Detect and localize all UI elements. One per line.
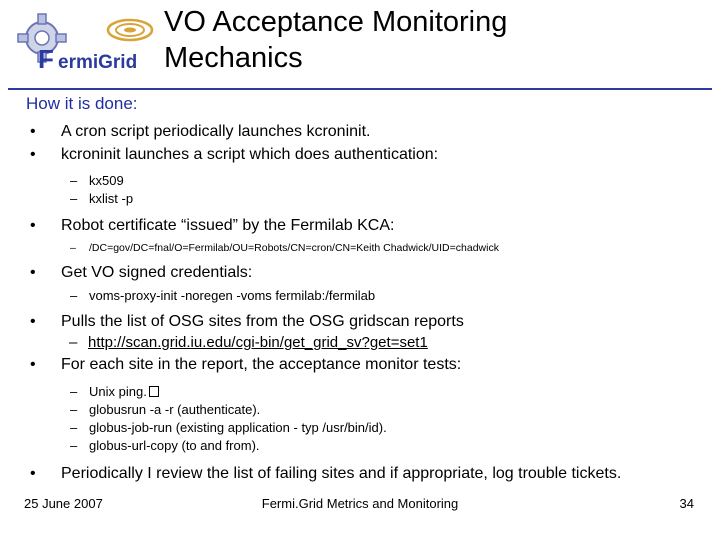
dash-icon: – [69, 334, 78, 351]
sub-item [26, 172, 716, 190]
sub-item [26, 437, 716, 455]
fermigrid-logo-graphic [12, 8, 162, 78]
title-line-1: VO Acceptance Monitoring [164, 6, 508, 38]
footer-date: 25 June 2007 [24, 496, 103, 511]
sub-list [26, 240, 716, 256]
dash-icon: – [70, 438, 78, 453]
dash-icon: – [70, 242, 76, 254]
dash-icon: – [70, 191, 78, 206]
gridscan-link[interactable]: http://scan.grid.iu.edu/cgi-bin/get_grid_sv?get=set1 [88, 334, 428, 351]
bullet-icon: • [30, 123, 36, 140]
page-number: 34 [679, 496, 694, 511]
bullet-item [26, 262, 716, 284]
sub-list [26, 333, 716, 353]
sub-item [26, 287, 716, 305]
bullet-item [26, 215, 716, 237]
sub-item-text: Unix ping. [89, 384, 147, 399]
bullet-text: Periodically I review the list of failing sites and if appropriate, log trouble tickets. [61, 465, 622, 482]
logo-letter: F [38, 44, 54, 74]
section-heading: How it is done: [26, 94, 138, 113]
sub-item-text: globus-url-copy (to and from). [89, 438, 260, 453]
sub-list [26, 287, 716, 305]
placeholder-box-icon [149, 386, 159, 397]
fermigrid-logo [12, 8, 162, 78]
dash-icon: – [70, 420, 78, 435]
bullet-text: Robot certificate “issued” by the Fermilab KCA: [61, 217, 395, 234]
title-line-2: Mechanics [164, 42, 303, 74]
slide-body [26, 93, 716, 485]
bullet-icon: • [30, 356, 36, 373]
bullet-text: For each site in the report, the acceptance monitor tests: [61, 356, 462, 373]
bullet-item [26, 463, 716, 485]
sub-list [26, 172, 716, 208]
bullet-item [26, 144, 716, 166]
grid-icon [108, 20, 152, 40]
sub-item [26, 333, 716, 353]
page-title [164, 4, 704, 76]
sub-item [26, 190, 716, 208]
sub-item-text: voms-proxy-init -noregen -voms fermilab:/fermilab [89, 288, 376, 303]
sub-item-text: globusrun -a -r (authenticate). [89, 402, 261, 417]
sub-item [26, 419, 716, 437]
bullet-icon: • [30, 146, 36, 163]
bullet-icon: • [30, 264, 36, 281]
title-divider [8, 88, 712, 90]
dash-icon: – [70, 384, 78, 399]
sub-item-text: kxlist -p [89, 191, 134, 206]
sub-item [26, 401, 716, 419]
footer-title: Fermi.Grid Metrics and Monitoring [261, 496, 459, 511]
sub-item [26, 240, 716, 256]
bullet-text: Pulls the list of OSG sites from the OSG gridscan reports [61, 313, 464, 330]
dash-icon: – [70, 402, 78, 417]
logo-text: ermiGrid [58, 52, 138, 73]
bullet-item [26, 354, 716, 376]
bullet-icon: • [30, 313, 36, 330]
sub-item-text: kx509 [89, 173, 124, 188]
bullet-item [26, 121, 716, 143]
bullet-text: kcroninit launches a script which does authentication: [61, 146, 439, 163]
bullet-icon: • [30, 217, 36, 234]
dash-icon: – [70, 288, 78, 303]
sub-item-text: globus-job-run (existing application - typ /usr/bin/id). [89, 420, 387, 435]
sub-item [26, 383, 716, 401]
bullet-item [26, 311, 716, 333]
sub-list [26, 383, 716, 455]
sub-item-text: /DC=gov/DC=fnal/O=Fermilab/OU=Robots/CN=cron/CN=Keith Chadwick/UID=chadwick [89, 242, 499, 254]
dash-icon: – [70, 173, 78, 188]
bullet-icon: • [30, 465, 36, 482]
bullet-text: Get VO signed credentials: [61, 264, 253, 281]
bullet-text: A cron script periodically launches kcroninit. [61, 123, 371, 140]
